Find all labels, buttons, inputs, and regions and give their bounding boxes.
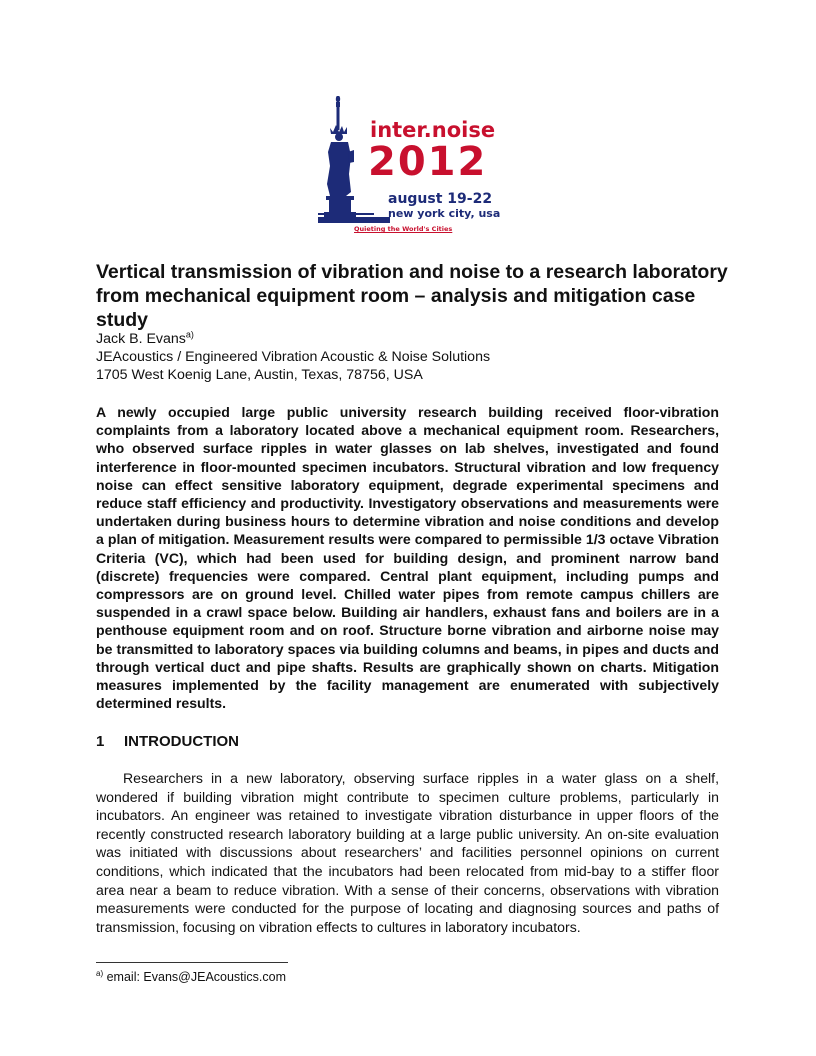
abstract: A newly occupied large public university research building received floor-vibration complaints from a laboratory located above a mechanical equipment room. Researchers, who observed surface ripples in water glasses on lab shelves, investigated and found interference in floor-mounted specimen incubators. Structural vibration and low frequency noise can effect sensitive laboratory equipment, degrade experimental specimens and reduce staff efficiency and productivity. Investigatory observations and measurements were undertaken during business hours to determine vibration and noise conditions and develop a plan of mitigation. Measurement results were compared to permissible 1/3 octave Vibration Criteria (VC), which had been used for building design, and prominent narrow band (discrete) frequencies were compared. Central plant equipment, including pumps and compressors are on ground level. Chilled water pipes from remote campus chillers are suspended in a crawl space below. Building air handlers, exhaust fans and boilers are in a penthouse equipment room and on roof. Structure borne vibration and airborne noise may be transmitted to laboratory spaces via building columns and beams, in pipes and ducts and through vertical duct and pipe shafts. Results are graphically shown on charts. Mitigation measures implemented by the facility management are enumerated with subjectively determined results. xyxy=(96,404,719,712)
footnote-email: email: Evans@JEAcoustics.com xyxy=(106,970,287,984)
author-footnote-mark: a) xyxy=(185,329,194,340)
section-heading xyxy=(96,733,239,751)
section-number: 1 xyxy=(96,733,105,750)
paper-title: Vertical transmission of vibration and noise to a research laboratory from mechanical equipment room – analysis and mitigation case study xyxy=(96,261,728,331)
introduction-paragraph: Researchers in a new laboratory, observing surface ripples in a water glass on a shelf, wondered if building vibration might contribute to specimen culture problems, particularly in incubators. An engineer was retained to investigate vibration disturbance in upper floors of the recently constructed research laboratory building at a large public university. An on-site evaluation was initiated with discussions about researchers’ and facilities personnel opinions on current conditions, which indicated that the incubators had been relocated from mid-bay to a stiffer floor area near a beam to reduce vibration. With a sense of their concerns, observations with vibration measurements were conducted for the purpose of locating and diagnosing sources and paths of transmission, focusing on vibration effects to cultures in laboratory incubators. xyxy=(96,770,719,935)
footnote-mark: a) xyxy=(96,968,104,978)
author-address: 1705 West Koenig Lane, Austin, Texas, 78756, USA xyxy=(96,367,423,383)
footnote-divider xyxy=(96,962,288,963)
author-line xyxy=(96,331,194,348)
logo-tagline: Quieting the World's Cities xyxy=(354,225,453,233)
logo-city: new york city, usa xyxy=(388,207,501,220)
footnote xyxy=(96,970,286,985)
author-affiliation: JEAcoustics / Engineered Vibration Acoustic & Noise Solutions xyxy=(96,349,491,365)
logo-year: 2012 xyxy=(368,139,488,185)
author-name: Jack B. Evans xyxy=(96,331,186,347)
conference-logo xyxy=(318,96,508,236)
logo-brand: inter.noise xyxy=(370,118,496,142)
logo-dates: august 19-22 xyxy=(388,191,493,207)
section-title: INTRODUCTION xyxy=(124,733,239,750)
